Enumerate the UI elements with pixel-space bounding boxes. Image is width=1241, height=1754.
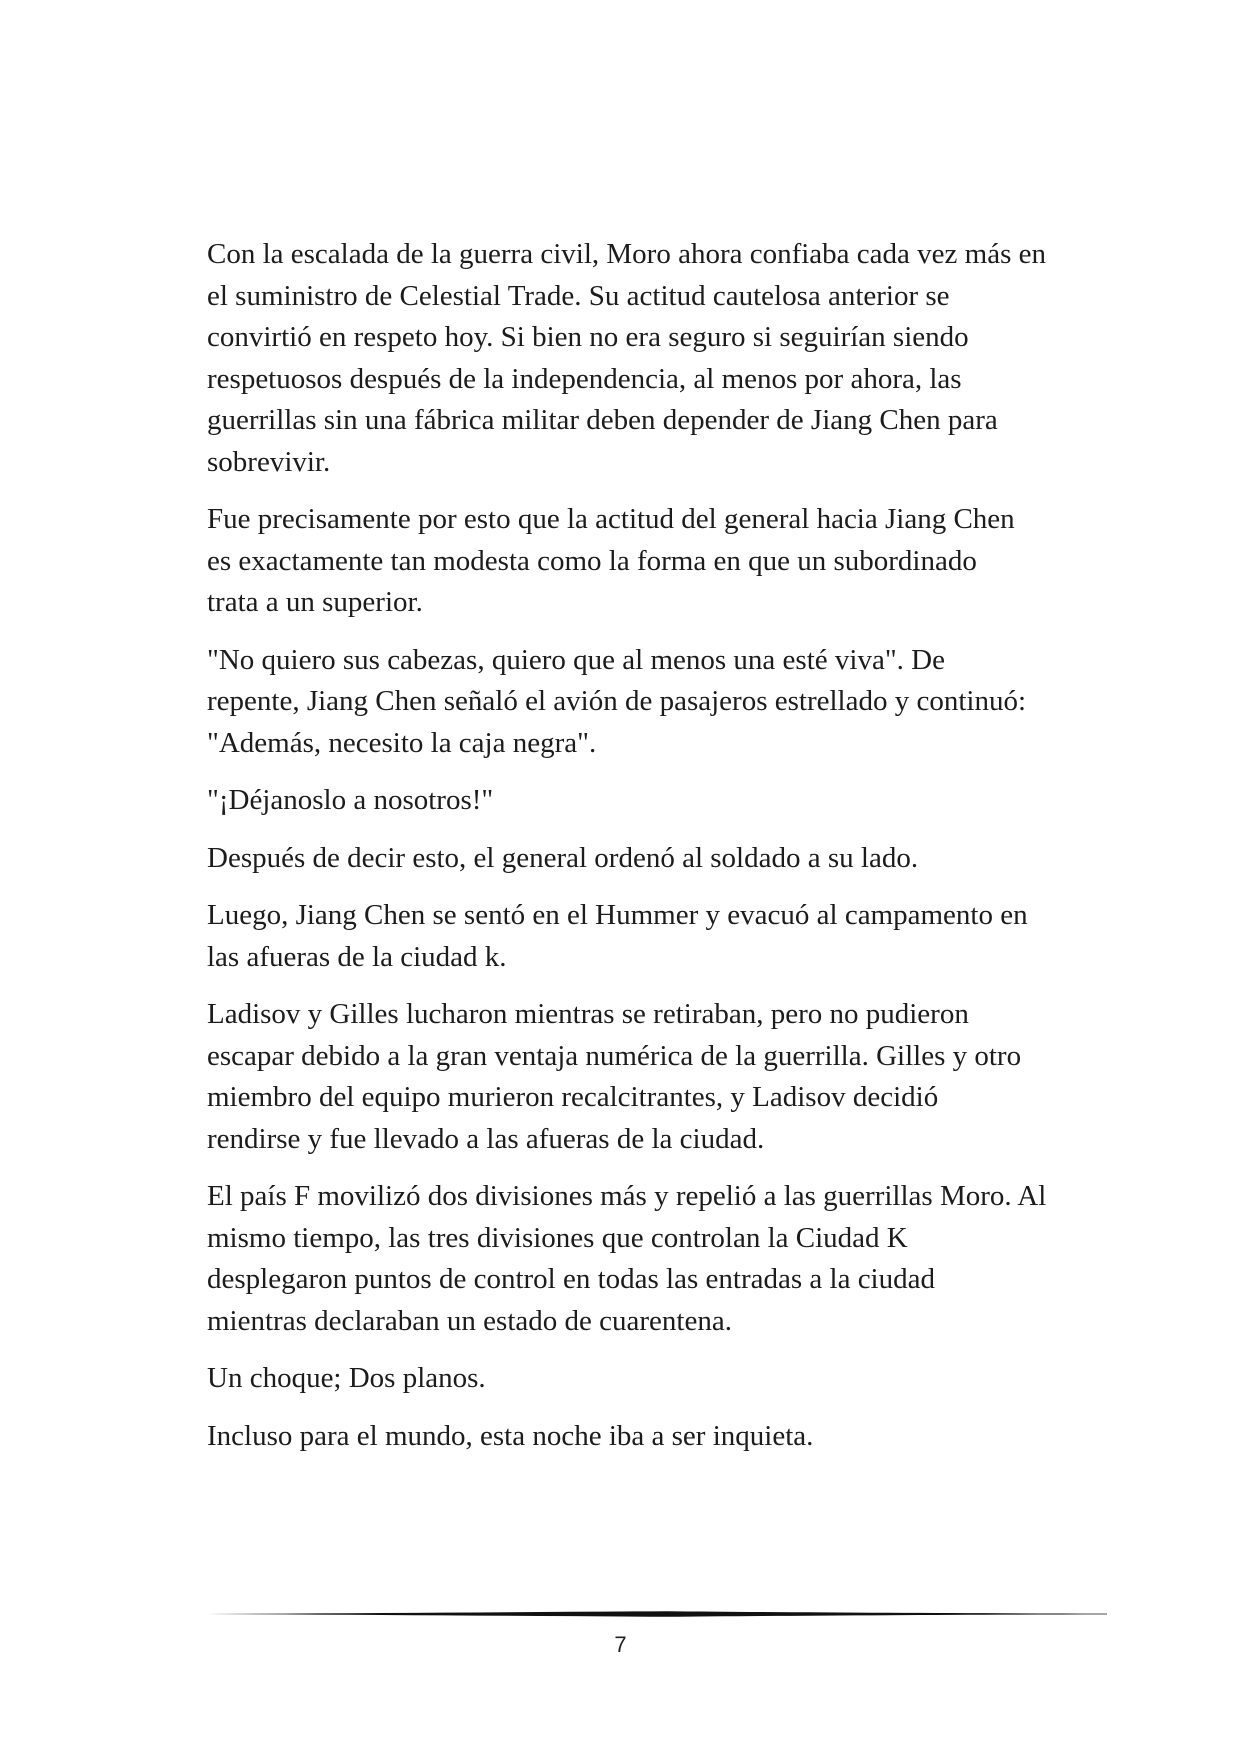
paragraph-5: Después de decir esto, el general ordenó al soldado a su lado. — [207, 841, 919, 874]
paragraph-10: Incluso para el mundo, esta noche iba a ser inquieta. — [207, 1419, 814, 1452]
footer-divider — [207, 1608, 1107, 1620]
paragraph-9: Un choque; Dos planos. — [207, 1362, 486, 1394]
paragraph-7: Ladisov y Gilles lucharon mientras se retiraban, pero no pudieron escapar debido a la gran ventaja numérica de la guerrilla. Gilles y otro miembro del equipo murieron recalcitrantes, y Ladisov decidió rendirse y fue llevado a las afueras de la ciudad. — [207, 998, 1022, 1155]
paragraph-4: "¡Déjanoslo a nosotros!" — [207, 784, 494, 816]
paragraph-1: Con la escalada de la guerra civil, Moro ahora confiaba cada vez más en el suministro de Celestial Trade. Su actitud cautelosa anterior se convirtió en respeto hoy. Si bien no era seguro si seguirían siendo respetuosos después de la independencia, al menos por ahora, las guerrillas sin una fábrica militar deben depender de Jiang Chen para sobrevivir. — [207, 238, 1046, 478]
page-number: 7 — [614, 1632, 627, 1657]
paragraph-3: "No quiero sus cabezas, quiero que al menos una esté viva". De repente, Jiang Chen señaló el avión de pasajeros estrellado y continuó: "Además, necesito la caja negra". — [207, 643, 1026, 759]
paragraph-6: Luego, Jiang Chen se sentó en el Hummer y evacuó al campamento en las afueras de la ciudad k. — [207, 899, 1028, 973]
body-text — [207, 234, 1067, 1473]
paragraph-8: El país F movilizó dos divisiones más y repelió a las guerrillas Moro. Al mismo tiempo, las tres divisiones que controlan la Ciudad K desplegaron puntos de control en todas las entradas a la ciudad mientras declaraban un estado de cuarentena. — [207, 1180, 1047, 1337]
paragraph-2: Fue precisamente por esto que la actitud del general hacia Jiang Chen es exactamente tan modesta como la forma en que un subordinado trata a un superior. — [207, 503, 1015, 618]
